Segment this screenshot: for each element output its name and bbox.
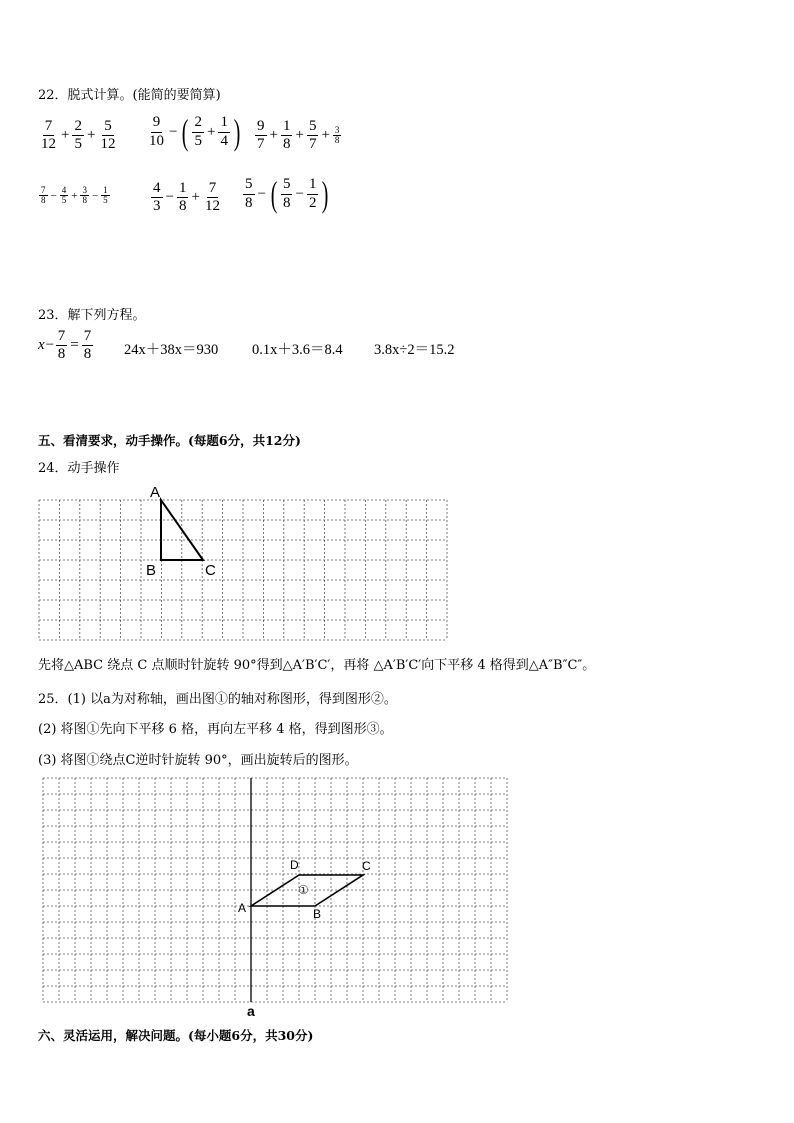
frac-den: 5 <box>194 132 202 149</box>
operator: + <box>206 123 216 140</box>
frac-den: 8 <box>334 135 340 146</box>
frac-num: 3 <box>82 185 87 195</box>
frac-num: 5 <box>243 176 255 194</box>
frac-num: 5 <box>102 118 114 136</box>
q24-title: 24．动手操作 <box>38 461 120 476</box>
q25-label-c: C <box>362 859 371 873</box>
section-6-title: 六、灵活运用，解决问题。(每小题6分，共30分) <box>38 1028 314 1043</box>
frac-den: 5 <box>61 195 67 206</box>
operator: + <box>86 127 96 144</box>
frac-num: 7 <box>207 180 219 198</box>
q22-title: 22．脱式计算。(能简的要简算) <box>38 88 221 103</box>
operator: − <box>295 185 304 202</box>
frac-den: 8 <box>83 346 92 363</box>
equals-sign: = <box>70 337 79 354</box>
operator: + <box>269 127 278 144</box>
frac-num: 4 <box>151 180 163 198</box>
frac-num: 5 <box>281 176 293 194</box>
frac-den: 12 <box>100 136 116 153</box>
frac-den: 12 <box>41 136 56 153</box>
q25-label-a: A <box>238 901 247 915</box>
operator: − <box>169 123 178 140</box>
frac-den: 8 <box>57 346 66 363</box>
frac-num: 2 <box>72 118 84 136</box>
frac-den: 4 <box>220 132 228 149</box>
operator: + <box>321 127 330 144</box>
q24-label-c: C <box>205 562 216 579</box>
q24-instruction: 先将△ABC 绕点 C 点顺时针旋转 90°得到△A′B′C′，再将 △A′B′C′向下平移 4 格得到△A″B″C″。 <box>38 658 596 673</box>
axis-a-label: a <box>247 1003 255 1019</box>
right-paren: ) <box>322 174 329 214</box>
q23-equation-4: 3.8x÷2＝15.2 <box>374 342 455 358</box>
operator: − <box>91 189 99 202</box>
q23-equation-3: 0.1x＋3.6＝8.4 <box>252 342 343 358</box>
frac-den: 8 <box>41 195 46 206</box>
frac-den: 8 <box>82 195 87 206</box>
frac-num: 1 <box>177 180 189 198</box>
section-5-title: 五、看清要求，动手操作。(每题6分，共12分) <box>38 433 301 448</box>
operator: + <box>191 189 200 206</box>
q25-part-1: 25．(1) 以a为对称轴，画出图①的轴对称图形，得到图形②。 <box>38 692 397 707</box>
q23-title: 23．解下列方程。 <box>38 308 146 323</box>
right-paren: ) <box>233 112 241 152</box>
operator: − <box>257 185 266 202</box>
frac-num: 1 <box>307 176 319 194</box>
frac-den: 5 <box>103 195 108 206</box>
frac-den: 7 <box>308 136 317 153</box>
q25-part-2: (2) 将图①先向下平移 6 格，再向左平移 4 格，得到图形③。 <box>38 722 393 737</box>
q23-equation-2: 24x＋38x＝930 <box>124 342 219 358</box>
q24-label-b: B <box>146 562 157 579</box>
q25-label-d: D <box>290 858 299 872</box>
q25-part-3: (3) 将图①绕点C逆时针旋转 90°，画出旋转后的图形。 <box>38 753 358 768</box>
frac-den: 3 <box>153 198 161 215</box>
frac-num: 1 <box>218 114 230 132</box>
frac-den: 5 <box>74 136 82 153</box>
frac-den: 10 <box>149 132 164 149</box>
operator: − <box>50 189 57 202</box>
operator: − <box>165 189 174 206</box>
operator: + <box>295 127 304 144</box>
left-paren: ( <box>270 174 278 214</box>
frac-num: 3 <box>334 124 340 135</box>
frac-den: 8 <box>245 194 253 211</box>
equation-lhs: x− <box>38 337 55 354</box>
frac-num: 7 <box>41 185 46 195</box>
frac-num: 4 <box>61 185 67 195</box>
frac-den: 7 <box>257 136 265 153</box>
frac-num: 2 <box>192 114 204 132</box>
frac-den: 8 <box>282 136 291 153</box>
frac-den: 8 <box>178 198 187 215</box>
frac-num: 7 <box>56 328 68 346</box>
operator: + <box>61 127 70 144</box>
frac-num: 1 <box>281 118 293 136</box>
q24-dotted-grid <box>39 500 447 640</box>
frac-den: 8 <box>282 194 291 211</box>
frac-den: 2 <box>308 194 317 211</box>
frac-num: 1 <box>103 185 108 195</box>
frac-num: 9 <box>151 114 163 132</box>
frac-num: 7 <box>82 328 94 346</box>
frac-num: 9 <box>255 118 267 136</box>
left-paren: ( <box>182 112 189 152</box>
frac-den: 12 <box>204 198 220 215</box>
operator: + <box>71 189 78 202</box>
shape-1-label: ① <box>298 883 309 897</box>
q25-label-b: B <box>313 907 322 921</box>
frac-num: 5 <box>307 118 319 136</box>
frac-num: 7 <box>43 118 55 136</box>
q24-label-a: A <box>150 484 161 501</box>
